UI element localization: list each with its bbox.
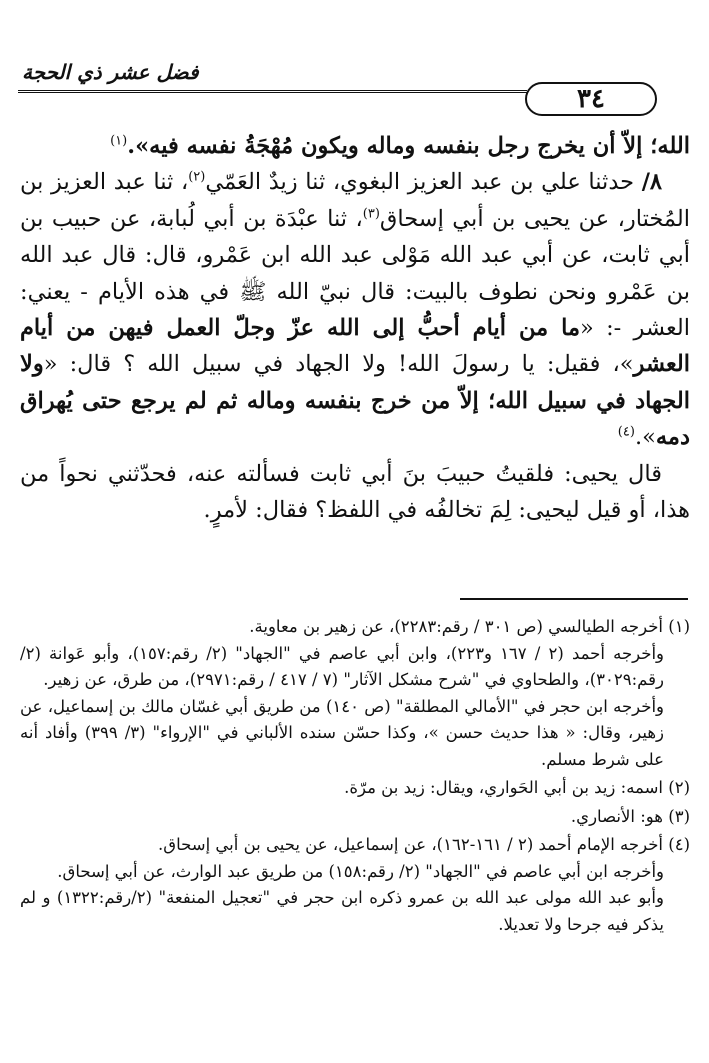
continuation-paragraph: الله؛ إلاّ أن يخرج رجل بنفسه وماله ويكون مُهْجَةُ نفسه فيه».$^{(١)}$ bbox=[110, 133, 690, 159]
isnad-3: ، ثنا عبْدَة بن أبي لُبابة، عن حبيب بن أبي ثابت، عن أبي عبد الله مَوْلى عبد الله ابن عَمْرو، قال: قال عبد الله بن عَمْرو ونحن نطوف بالبيت: قال نبيّ الله ﷺ في هذه الأيام - يعني: العشر -: « bbox=[20, 205, 690, 342]
hadith-number: ٨/ bbox=[641, 169, 663, 196]
page-number: ٣٤ bbox=[525, 82, 657, 116]
footnote-4: (٤) أخرجه الإمام أحمد (٢ / ١٦١-١٦٢)، عن إسماعيل، عن يحيى بن أبي إسحاق. bbox=[158, 835, 690, 854]
footnote-2: (٢) اسمه: زيد بن أبي الحَواري، ويقال: زيد بن مرّة. bbox=[344, 778, 690, 797]
header-rule bbox=[18, 90, 527, 93]
footnote-mark-3: (٣) bbox=[362, 206, 380, 222]
matn-1: ما من أيام أحبُّ إلى الله عزّ وجلّ العمل فيهن من أيام العشر bbox=[20, 315, 690, 378]
yahya-paragraph: قال يحيى: فلقيتُ حبيبَ بنَ أبي ثابت فسألته عنه، فحدّثني نحواً من هذا، أو قيل ليحيى: لِمَ تخالفُه في اللفظ؟ فقال: لأمرٍ. bbox=[20, 460, 690, 524]
body-text bbox=[20, 128, 690, 528]
footnotes bbox=[20, 614, 690, 938]
footnote-1-continued: وأخرجه أحمد (٢ / ١٦٧ و٢٢٣)، وابن أبي عاصم في "الجهاد" (٢/ رقم:١٥٧)، وأبو عَوانة (٢/ رقم:٣٠٢٩)، والطحاوي في "شرح مشكل الآثار" (٧ / ٤١٧ / رقم:٢٩٧١)، من طرق، عن زهير. bbox=[20, 643, 665, 689]
isnad-1: حدثنا علي بن عبد العزيز البغوي، ثنا زيدٌ العَمّي bbox=[205, 169, 635, 196]
continuation-text: الله؛ إلاّ أن يخرج رجل بنفسه وماله ويكون مُهْجَةُ نفسه فيه bbox=[149, 133, 690, 159]
footnote-4-continued: وأخرجه ابن أبي عاصم في "الجهاد" (٢/ رقم:١٥٨) من طريق عبد الوارث، عن أبي إسحاق. bbox=[57, 861, 664, 881]
footnote-1-continued-2: وأخرجه ابن حجر في "الأمالي المطلقة" (ص ١٤٠) من طريق أبي غسّان مالك بن إسماعيل، عن زهير، وقال: « هذا حديث حسن »، وكذا حسّن سنده الألباني في "الإرواء" (٣/ ٣٩٩) وأفاد أنه على شرط مسلم. bbox=[20, 696, 664, 769]
matn-2: ولا الجهاد في سبيل الله؛ إلاّ من خرج بنفسه وماله ثم لم يرجع حتى يُهراق دمه bbox=[20, 351, 690, 451]
running-title: فضل عشر ذي الحجة bbox=[22, 60, 199, 84]
footnote-mark-1: (١) bbox=[110, 133, 128, 149]
footnote-mark-4: (٤) bbox=[617, 424, 635, 440]
text-after-matn-1: »، فقيل: يا رسولَ الله! ولا الجهاد في سبيل الله ؟ قال: « bbox=[43, 351, 634, 378]
isnad-2: ، ثنا عبد العزيز بن المُختار، عن يحيى بن أبي إسحاق bbox=[20, 169, 691, 232]
footnote-4-continued-2: وأبو عبد الله مولى عبد الله بن عمرو ذكره ابن حجر في "تعجيل المنفعة" (٢/رقم:١٣٢٢) و لم يذكر فيه جرحا ولا تعديلا. bbox=[20, 888, 664, 934]
hadith-paragraph: ٨/ حدثنا علي بن عبد العزيز البغوي، ثنا زيدٌ العَمّي$^{(٢)}$، ثنا عبد العزيز بن المُختار، عن يحيى بن أبي إسحاق$^{(٣)}$، ثنا عبْدَة بن أبي لُبابة، عن حبيب بن أبي ثابت، عن أبي عبد الله مَوْلى عبد الله ابن عَمْرو، قال: قال عبد الله بن عَمْرو ونحن نطوف بالبيت: قال نبيّ الله ﷺ في هذه الأيام - يعني: العشر -: «ما من أيام أحبُّ إلى الله عزّ وجلّ العمل فيهن من أيام العشر»، فقيل: يا رسولَ الله! ولا الجهاد في سبيل الله ؟ قال: «ولا الجهاد في سبيل الله؛ إلاّ من خرج بنفسه وماله ثم لم يرجع حتى يُهراق دمه».$^{(٤)}$ bbox=[20, 169, 691, 451]
footnote-separator bbox=[460, 598, 688, 600]
footnote-3: (٣) هو: الأنصاري. bbox=[570, 806, 690, 826]
footnote-mark-2: (٢) bbox=[188, 169, 206, 185]
footnote-1: (١) أخرجه الطيالسي (ص ٣٠١ / رقم:٢٢٨٣)، عن زهير بن معاوية. bbox=[249, 617, 690, 636]
